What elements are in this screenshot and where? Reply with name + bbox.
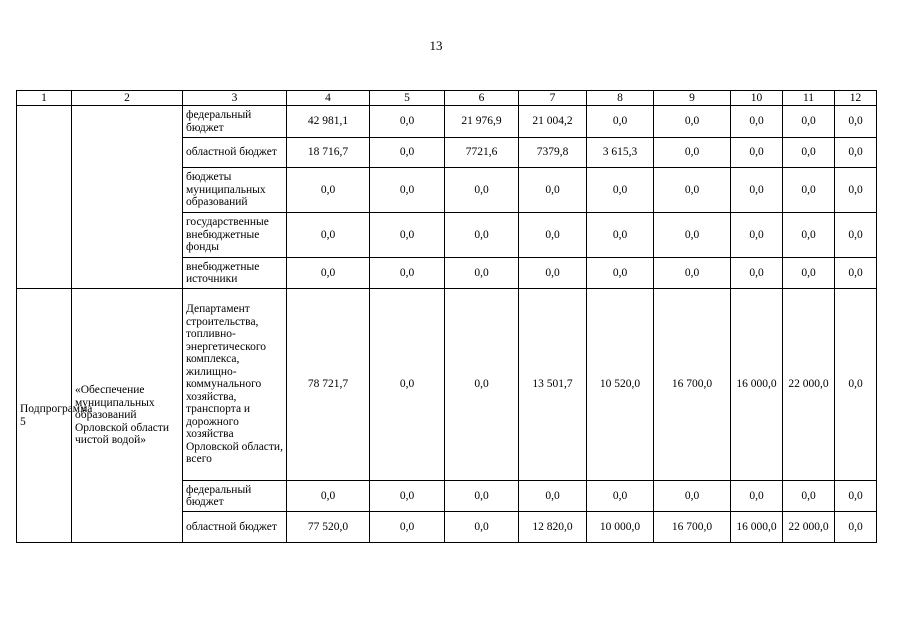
budget-table xyxy=(16,90,877,543)
column-header: 8 xyxy=(587,91,654,106)
funding-source-cell: государственные внебюджетные фонды xyxy=(183,213,287,258)
value-cell: 0,0 xyxy=(835,512,877,543)
column-header: 12 xyxy=(835,91,877,106)
value-cell: 0,0 xyxy=(287,258,370,289)
value-cell: 12 820,0 xyxy=(519,512,587,543)
funding-source-cell: федеральный бюджет xyxy=(183,481,287,512)
value-cell: 0,0 xyxy=(370,138,445,168)
value-cell: 0,0 xyxy=(287,213,370,258)
value-cell: 0,0 xyxy=(783,168,835,213)
value-cell: 16 000,0 xyxy=(731,289,783,481)
column-header: 1 xyxy=(17,91,72,106)
column-header: 3 xyxy=(183,91,287,106)
value-cell: 0,0 xyxy=(445,481,519,512)
value-cell: 0,0 xyxy=(370,289,445,481)
column-header: 10 xyxy=(731,91,783,106)
column-header: 5 xyxy=(370,91,445,106)
value-cell: 21 976,9 xyxy=(445,106,519,138)
column-header: 4 xyxy=(287,91,370,106)
value-cell: 0,0 xyxy=(370,168,445,213)
value-cell: 0,0 xyxy=(835,289,877,481)
column-header: 11 xyxy=(783,91,835,106)
value-cell: 42 981,1 xyxy=(287,106,370,138)
funding-source-cell: областной бюджет xyxy=(183,138,287,168)
column-header: 7 xyxy=(519,91,587,106)
value-cell: 13 501,7 xyxy=(519,289,587,481)
value-cell: 0,0 xyxy=(654,106,731,138)
value-cell: 0,0 xyxy=(835,138,877,168)
value-cell: 0,0 xyxy=(370,258,445,289)
value-cell: 0,0 xyxy=(783,258,835,289)
value-cell: 0,0 xyxy=(783,138,835,168)
value-cell: 0,0 xyxy=(835,258,877,289)
funding-source-cell: бюджеты муниципальных образований xyxy=(183,168,287,213)
value-cell: 7379,8 xyxy=(519,138,587,168)
subprogram-label: Подпрограмма 5 xyxy=(17,289,72,543)
value-cell: 0,0 xyxy=(731,213,783,258)
table-row xyxy=(17,289,877,481)
value-cell: 0,0 xyxy=(731,258,783,289)
header-row xyxy=(17,91,877,106)
value-cell: 0,0 xyxy=(731,481,783,512)
value-cell: 7721,6 xyxy=(445,138,519,168)
value-cell: 0,0 xyxy=(731,138,783,168)
value-cell: 0,0 xyxy=(519,213,587,258)
value-cell: 0,0 xyxy=(445,168,519,213)
empty-cell xyxy=(17,106,72,289)
table-row xyxy=(17,106,877,138)
value-cell: 10 520,0 xyxy=(587,289,654,481)
value-cell: 3 615,3 xyxy=(587,138,654,168)
value-cell: 21 004,2 xyxy=(519,106,587,138)
value-cell: 0,0 xyxy=(519,481,587,512)
value-cell: 10 000,0 xyxy=(587,512,654,543)
column-header: 9 xyxy=(654,91,731,106)
value-cell: 0,0 xyxy=(587,258,654,289)
value-cell: 0,0 xyxy=(587,213,654,258)
value-cell: 22 000,0 xyxy=(783,512,835,543)
funding-source-cell: областной бюджет xyxy=(183,512,287,543)
value-cell: 16 700,0 xyxy=(654,512,731,543)
value-cell: 22 000,0 xyxy=(783,289,835,481)
funding-source-cell: внебюджетные источники xyxy=(183,258,287,289)
value-cell: 0,0 xyxy=(587,481,654,512)
value-cell: 0,0 xyxy=(835,481,877,512)
column-header: 6 xyxy=(445,91,519,106)
value-cell: 0,0 xyxy=(731,168,783,213)
value-cell: 0,0 xyxy=(370,106,445,138)
funding-source-cell: федеральный бюджет xyxy=(183,106,287,138)
value-cell: 0,0 xyxy=(445,258,519,289)
value-cell: 0,0 xyxy=(731,106,783,138)
value-cell: 16 700,0 xyxy=(654,289,731,481)
value-cell: 0,0 xyxy=(370,512,445,543)
value-cell: 0,0 xyxy=(370,213,445,258)
funding-source-cell: Департамент строительства, топливно-энергетического комплекса, жилищно-коммунального хозяйства, транспорта и дорожного хозяйства Орловской области, всего xyxy=(183,289,287,481)
value-cell: 18 716,7 xyxy=(287,138,370,168)
subprogram-name: «Обеспечение муниципальных образований Орловской области чистой водой» xyxy=(72,289,183,543)
value-cell: 0,0 xyxy=(287,168,370,213)
value-cell: 0,0 xyxy=(654,258,731,289)
value-cell: 0,0 xyxy=(287,481,370,512)
value-cell: 0,0 xyxy=(783,213,835,258)
value-cell: 0,0 xyxy=(835,168,877,213)
value-cell: 0,0 xyxy=(835,213,877,258)
empty-cell xyxy=(72,106,183,289)
column-header: 2 xyxy=(72,91,183,106)
value-cell: 78 721,7 xyxy=(287,289,370,481)
value-cell: 0,0 xyxy=(654,168,731,213)
page-number: 13 xyxy=(429,38,443,53)
value-cell: 77 520,0 xyxy=(287,512,370,543)
value-cell: 0,0 xyxy=(783,481,835,512)
value-cell: 0,0 xyxy=(654,138,731,168)
value-cell: 0,0 xyxy=(445,289,519,481)
value-cell: 0,0 xyxy=(835,106,877,138)
value-cell: 0,0 xyxy=(445,213,519,258)
value-cell: 0,0 xyxy=(654,213,731,258)
value-cell: 0,0 xyxy=(519,258,587,289)
value-cell: 0,0 xyxy=(519,168,587,213)
value-cell: 0,0 xyxy=(587,168,654,213)
value-cell: 0,0 xyxy=(654,481,731,512)
value-cell: 0,0 xyxy=(587,106,654,138)
value-cell: 0,0 xyxy=(370,481,445,512)
value-cell: 0,0 xyxy=(783,106,835,138)
value-cell: 16 000,0 xyxy=(731,512,783,543)
value-cell: 0,0 xyxy=(445,512,519,543)
